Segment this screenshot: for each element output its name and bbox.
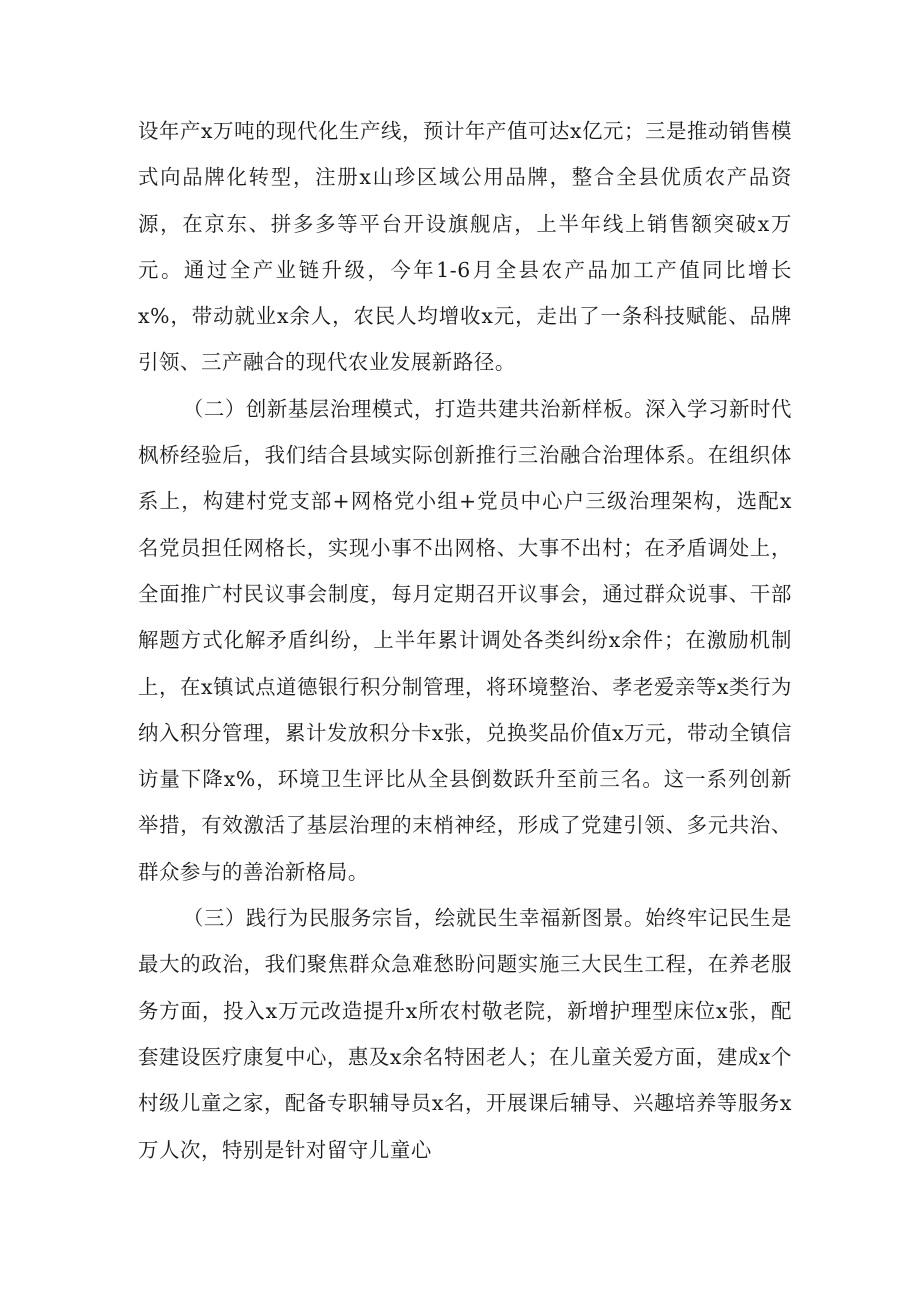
paragraph-2: （二）创新基层治理模式，打造共建共治新样板。深入学习新时代枫桥经验后，我们结合县域实际创新推行三治融合治理体系。在组织体系上，构建村党支部+网格党小组+党员中心户三级治理架构，选配x名党员担任网格长，实现小事不出网格、大事不出村；在矛盾调处上，全面推广村民议事会制度，每月定期召开议事会，通过群众说事、干部解题方式化解矛盾纠纷，上半年累计调处各类纠纷x余件；在激励机制上，在x镇试点道德银行积分制管理，将环境整治、孝老爱亲等x类行为纳入积分管理，累计发放积分卡x张，兑换奖品价值x万元，带动全镇信访量下降x%，环境卫生评比从全县倒数跃升至前三名。这一系列创新举措，有效激活了基层治理的末梢神经，形成了党建引领、多元共治、群众参与的善治新格局。 xyxy=(138,396,792,884)
paragraph-1: 设年产x万吨的现代化生产线，预计年产值可达x亿元；三是推动销售模式向品牌化转型，注册x山珍区域公用品牌，整合全县优质农产品资源，在京东、拼多多等平台开设旗舰店，上半年线上销售额突破x万元。通过全产业链升级，今年1-6月全县农产品加工产值同比增长x%，带动就业x余人，农民人均增收x元，走出了一条科技赋能、品牌引领、三产融合的现代农业发展新路径。 xyxy=(138,119,792,375)
paragraph-3: （三）践行为民服务宗旨，绘就民生幸福新图景。始终牢记民生是最大的政治，我们聚焦群众急难愁盼问题实施三大民生工程，在养老服务方面，投入x万元改造提升x所农村敬老院，新增护理型床位x张，配套建设医疗康复中心，惠及x余名特困老人；在儿童关爱方面，建成x个村级儿童之家，配备专职辅导员x名，开展课后辅导、兴趣培养等服务x万人次，特别是针对留守儿童心 xyxy=(138,906,792,1162)
document-body xyxy=(138,108,792,1173)
